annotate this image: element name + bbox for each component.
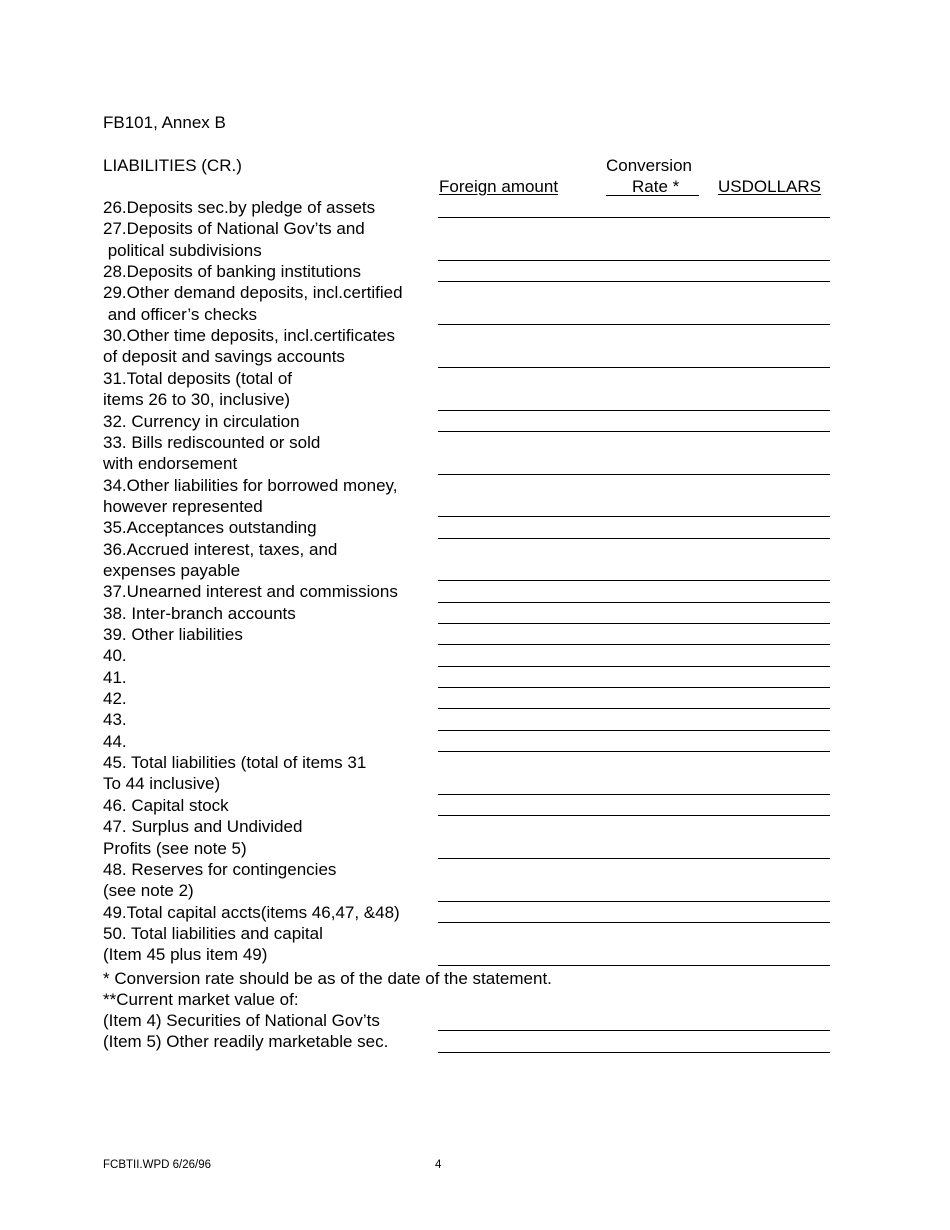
entry-line[interactable]	[438, 324, 830, 325]
row-label-line: 46. Capital stock	[103, 795, 229, 815]
row-label-line: (Item 45 plus item 49)	[103, 945, 268, 965]
entry-line[interactable]	[438, 602, 830, 603]
entry-line[interactable]	[438, 516, 830, 517]
row-label-line: political subdivisions	[103, 240, 262, 260]
row-label-line: 38. Inter-branch accounts	[103, 603, 296, 623]
entry-line[interactable]	[438, 410, 830, 411]
row-label-line: 43.	[103, 710, 127, 730]
entry-line[interactable]	[438, 644, 830, 645]
row-label-line: 29.Other demand deposits, incl.certified	[103, 283, 403, 303]
row-label-line: items 26 to 30, inclusive)	[103, 390, 291, 410]
entry-line[interactable]	[438, 858, 830, 859]
row-label-line: 27.Deposits of National Gov’ts and	[103, 219, 365, 239]
row-label-line: 47. Surplus and Undivided	[103, 817, 303, 837]
row-label-line: (see note 2)	[103, 881, 194, 901]
row-label-line: of deposit and savings accounts	[103, 347, 345, 367]
entry-line[interactable]	[438, 623, 830, 624]
entry-line[interactable]	[438, 666, 830, 667]
page-number: 4	[435, 1159, 442, 1171]
row-label-line: (Item 5) Other readily marketable sec.	[103, 1032, 389, 1052]
entry-line[interactable]	[438, 538, 830, 539]
entry-line[interactable]	[438, 474, 830, 475]
row-label-line: 28.Deposits of banking institutions	[103, 262, 361, 282]
row-label-line: 33. Bills rediscounted or sold	[103, 432, 321, 452]
row-label-line: however represented	[103, 496, 263, 516]
row-label-line: and officer’s checks	[103, 304, 258, 324]
entry-line[interactable]	[438, 1030, 830, 1031]
row-label-line: 34.Other liabilities for borrowed money,	[103, 475, 398, 495]
entry-line[interactable]	[438, 815, 830, 816]
note-market-value: **Current market value of:	[103, 990, 299, 1009]
row-label-line: 36.Accrued interest, taxes, and	[103, 539, 338, 559]
column-header-conversion: Conversion	[606, 156, 692, 175]
form-title: FB101, Annex B	[103, 113, 226, 132]
entry-line[interactable]	[438, 281, 830, 282]
entry-line[interactable]	[438, 367, 830, 368]
entry-line[interactable]	[438, 751, 830, 752]
entry-line[interactable]	[438, 217, 830, 218]
row-label-line: 31.Total deposits (total of	[103, 368, 293, 388]
entry-line[interactable]	[438, 901, 830, 902]
row-label-line: 32. Currency in circulation	[103, 411, 300, 431]
note-conversion-rate: * Conversion rate should be as of the date of the statement.	[103, 969, 552, 988]
row-label-line: 41.	[103, 667, 127, 687]
row-label-line: 35.Acceptances outstanding	[103, 518, 317, 538]
row-label-line: 37.Unearned interest and commissions	[103, 582, 398, 602]
rate-header-underline	[606, 195, 699, 196]
entry-line[interactable]	[438, 580, 830, 581]
row-label-line: 50. Total liabilities and capital	[103, 923, 323, 943]
row-label-line: with endorsement	[103, 454, 238, 474]
row-label-line: (Item 4) Securities of National Gov’ts	[103, 1011, 380, 1030]
entry-line[interactable]	[438, 687, 830, 688]
entry-line[interactable]	[438, 794, 830, 795]
row-label-line: 39. Other liabilities	[103, 625, 243, 644]
entry-line[interactable]	[438, 431, 830, 432]
entry-line[interactable]	[438, 708, 830, 709]
row-label-line: 44.	[103, 731, 127, 751]
footer-filename: FCBTII.WPD 6/26/96	[103, 1159, 212, 1171]
row-label-line: 40.	[103, 646, 127, 666]
entry-line[interactable]	[438, 922, 830, 923]
column-header-foreign-amount: Foreign amount	[439, 177, 559, 196]
column-header-usdollars: USDOLLARS	[718, 177, 821, 196]
section-title: LIABILITIES (CR.)	[103, 156, 242, 175]
row-label-line: To 44 inclusive)	[103, 774, 221, 794]
entry-line[interactable]	[438, 260, 830, 261]
column-header-rate: Rate *	[632, 177, 680, 196]
row-label-line: Profits (see note 5)	[103, 838, 247, 858]
row-label-line: 30.Other time deposits, incl.certificates	[103, 326, 395, 346]
row-label-line: 49.Total capital accts(items 46,47, &48)	[103, 902, 400, 922]
row-label-line: 26.Deposits sec.by pledge of assets	[103, 198, 376, 217]
entry-line[interactable]	[438, 730, 830, 731]
entry-line[interactable]	[438, 1052, 830, 1053]
row-label-line: expenses payable	[103, 560, 241, 580]
row-label-line: 45. Total liabilities (total of items 31	[103, 753, 367, 773]
row-label-line: 48. Reserves for contingencies	[103, 859, 337, 879]
entry-line[interactable]	[438, 965, 830, 966]
row-label-line: 42.	[103, 689, 127, 709]
